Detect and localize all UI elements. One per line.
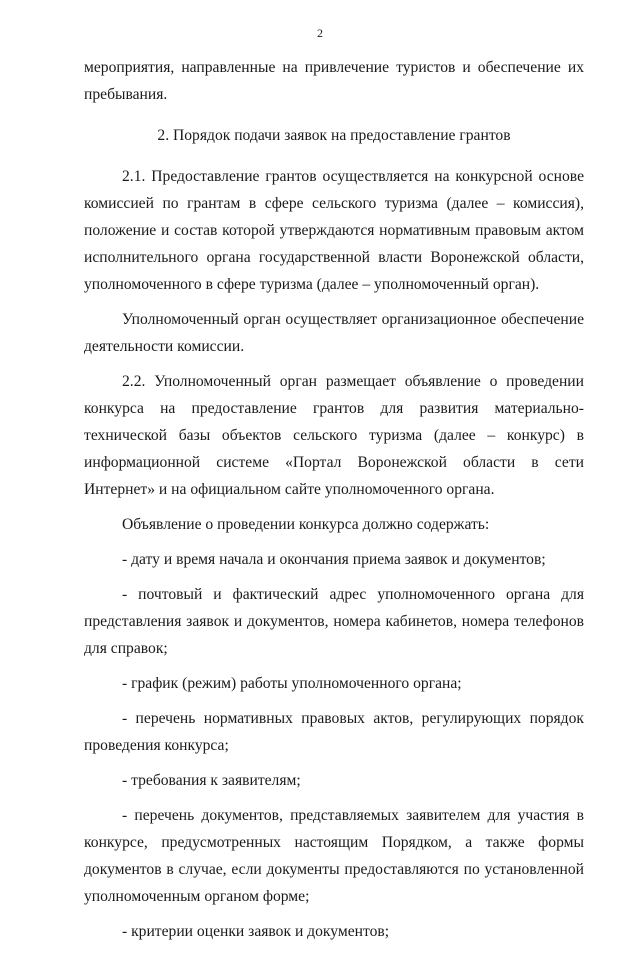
section-heading: 2. Порядок подачи заявок на предоставление грантов xyxy=(157,127,511,144)
paragraph-organizational-support: Уполномоченный орган осуществляет организационное обеспечение деятельности комиссии. xyxy=(84,311,584,355)
list-item-schedule: - график (режим) работы уполномоченного органа; xyxy=(122,675,462,692)
paragraph-announcement-contents: Объявление о проведении конкурса должно содержать: xyxy=(122,516,490,533)
list-item-requirements: - требования к заявителям; xyxy=(122,772,301,789)
continuation-paragraph: мероприятия, направленные на привлечение туристов и обеспечение их пребывания. xyxy=(84,59,584,103)
list-item-criteria: - критерии оценки заявок и документов; xyxy=(122,923,390,940)
paragraph-2-1: 2.1. Предоставление грантов осуществляется на конкурсной основе комиссией по грантам в сфере сельского туризма (далее – комиссия), положение и состав которой утверждаются нормативным правовым актом исполнительного органа государственной власти Воронежской области, уполномоченного в сфере туризма (далее – уполномоченный орган). xyxy=(84,168,584,293)
list-item-regulations: - перечень нормативных правовых актов, регулирующих порядок проведения конкурса; xyxy=(84,710,584,754)
paragraph-2-2: 2.2. Уполномоченный орган размещает объявление о проведении конкурса на предоставление грантов для развития материально-технической базы объектов сельского туризма (далее – конкурс) в информационной системе «Портал Воронежской области в сети Интернет» и на официальном сайте уполномоченного органа. xyxy=(84,373,584,498)
document-body xyxy=(84,54,584,953)
page-number: 2 xyxy=(317,26,323,40)
list-item-dates: - дату и время начала и окончания приема заявок и документов; xyxy=(122,551,546,568)
list-item-documents: - перечень документов, представляемых заявителем для участия в конкурсе, предусмотренных настоящим Порядком, а также формы документов в случае, если документы предоставляются по установленной уполномоченным органом форме; xyxy=(84,807,584,905)
list-item-address: - почтовый и фактический адрес уполномоченного органа для представления заявок и документов, номера кабинетов, номера телефонов для справок; xyxy=(84,586,584,657)
